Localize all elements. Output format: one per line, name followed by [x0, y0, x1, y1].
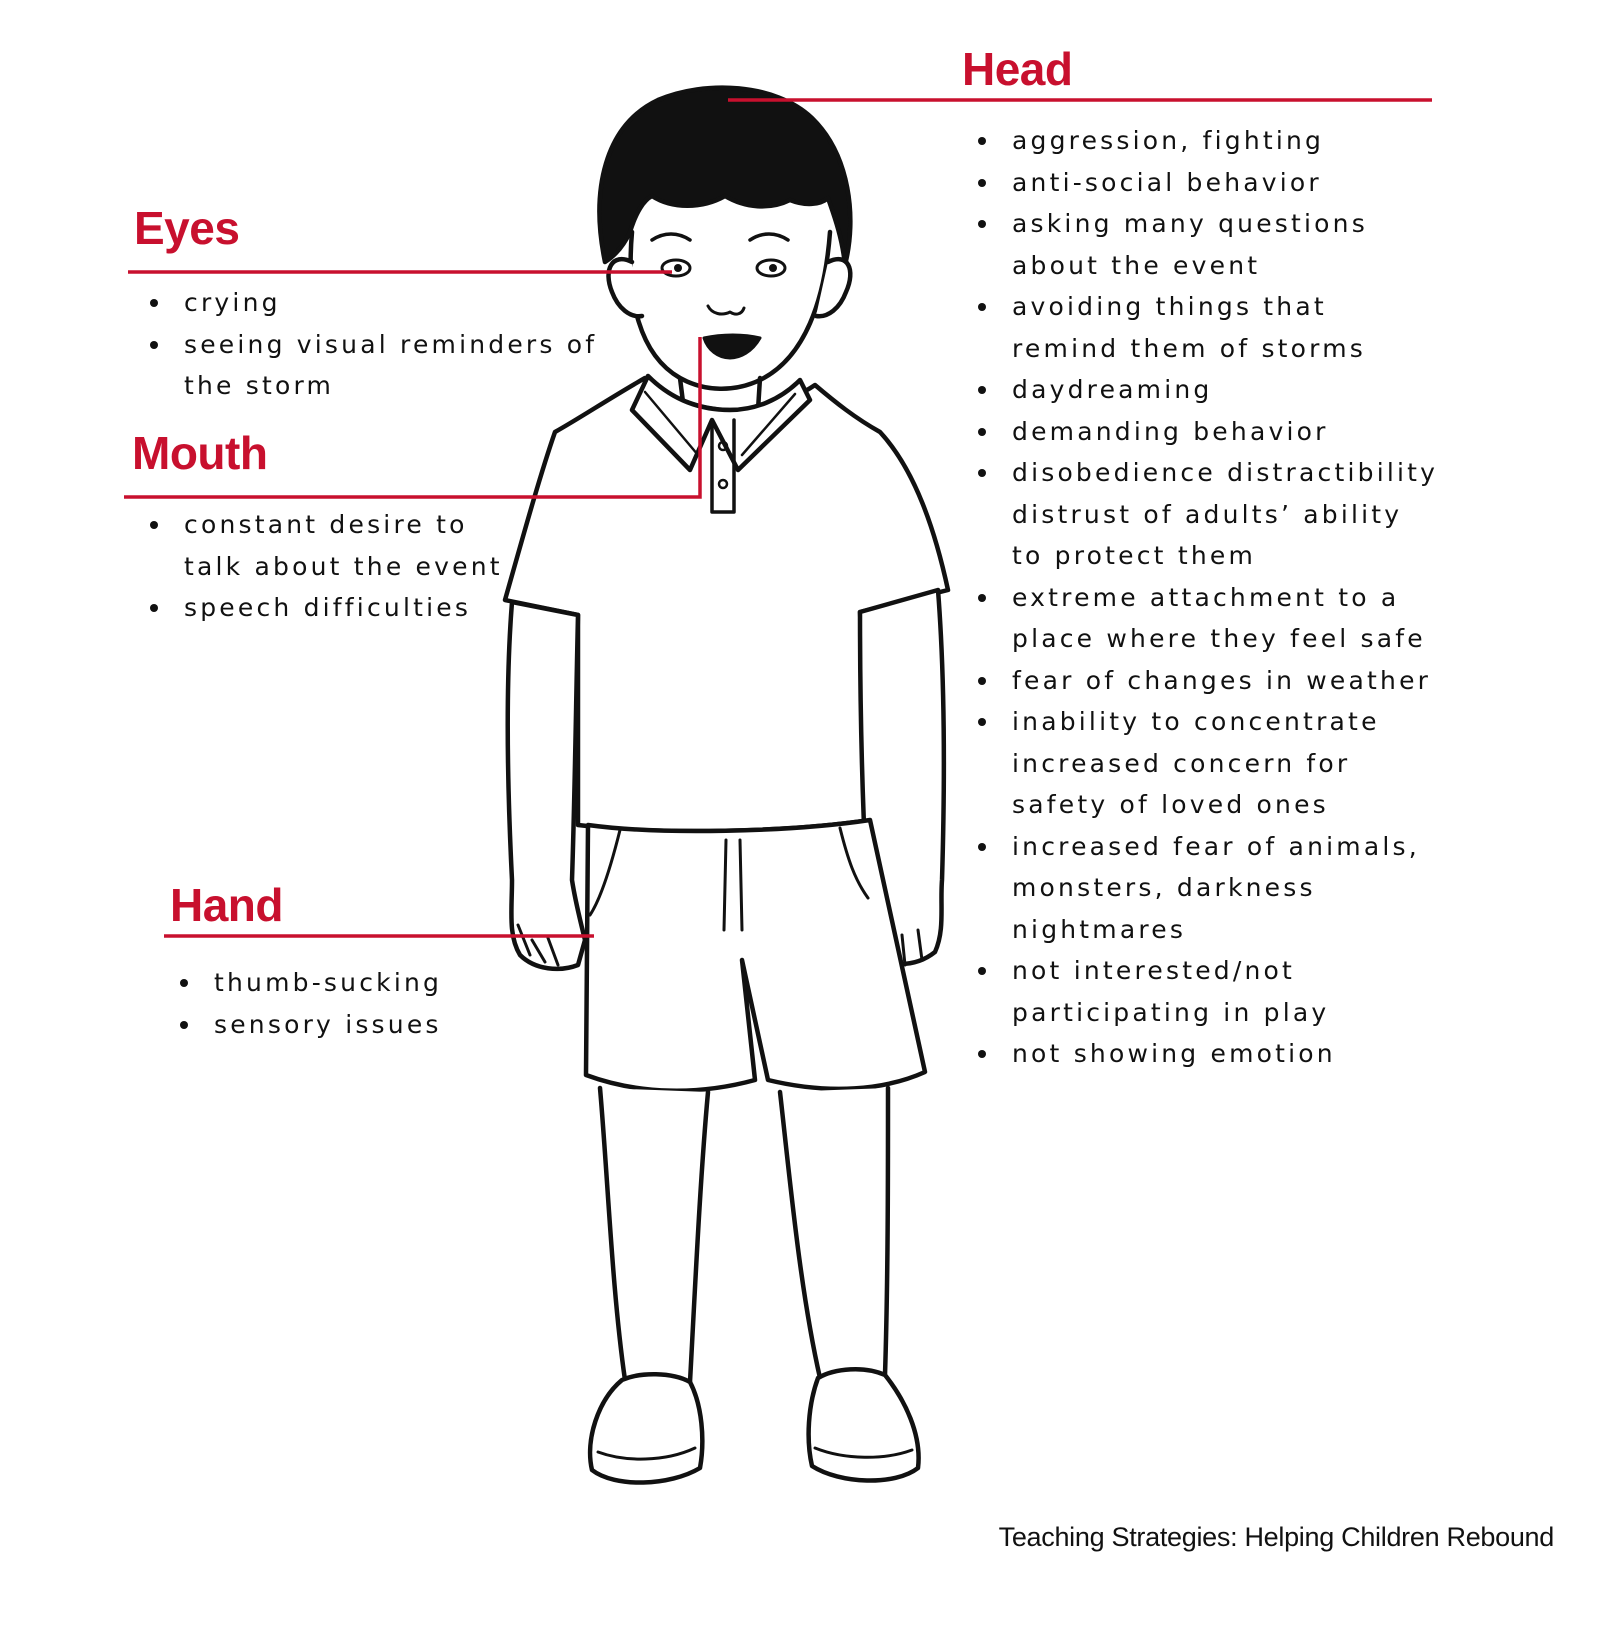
list-item: aggression, fighting: [978, 120, 1438, 162]
face-outline: [631, 232, 830, 389]
list-item-continuation: talk about the event: [184, 551, 503, 581]
list-item-continuation: monsters, darkness: [1012, 873, 1316, 902]
list-item-continuation: safety of loved ones: [1012, 790, 1329, 819]
list-item: fear of changes in weather: [978, 660, 1438, 702]
list-item-continuation: increased concern for: [1012, 748, 1351, 778]
eyes-symptom-list: [150, 282, 597, 407]
source-credit: Teaching Strategies: Helping Children Rebound: [998, 1522, 1554, 1552]
list-item: daydreaming: [978, 369, 1438, 411]
list-item: not showing emotion: [978, 1033, 1438, 1075]
right-pupil: [769, 264, 777, 272]
list-item: not interested/not: [978, 950, 1438, 992]
eyes-heading: Eyes: [134, 202, 240, 254]
head-heading: Head: [962, 43, 1073, 95]
list-item-continuation: nightmares: [1012, 914, 1187, 944]
list-item: extreme attachment to a: [978, 577, 1438, 619]
list-item: increased fear of animals,: [978, 826, 1438, 868]
mouth-symptom-list: [150, 504, 503, 629]
list-item: anti-social behavior: [978, 162, 1438, 204]
head-symptom-list: [978, 120, 1438, 1075]
list-item: sensory issues: [180, 1004, 442, 1046]
right-shoe: [809, 1369, 919, 1480]
list-item: constant desire to: [150, 504, 503, 546]
list-item: seeing visual reminders of: [150, 324, 597, 366]
shorts: [586, 820, 925, 1091]
list-item-continuation: participating in play: [1012, 997, 1330, 1027]
mouth-heading: Mouth: [132, 427, 268, 479]
list-item-continuation: the storm: [184, 371, 335, 400]
list-item: disobedience distractibility: [978, 452, 1438, 494]
list-item-continuation: about the event: [1012, 250, 1261, 280]
list-item-continuation: to protect them: [1012, 541, 1256, 570]
hand-symptom-list: [180, 962, 442, 1045]
hand-heading: Hand: [170, 879, 283, 931]
right-leg: [780, 1088, 888, 1378]
list-item: thumb-sucking: [180, 962, 442, 1004]
list-item: speech difficulties: [150, 587, 503, 629]
list-item: crying: [150, 282, 597, 324]
left-arm: [508, 602, 585, 969]
list-item: demanding behavior: [978, 411, 1438, 453]
left-leg: [600, 1088, 708, 1382]
list-item-continuation: distrust of adults’ ability: [1012, 499, 1403, 529]
list-item: avoiding things that: [978, 286, 1438, 328]
left-shoe: [590, 1374, 702, 1482]
left-pupil: [674, 264, 682, 272]
list-item: inability to concentrate: [978, 701, 1438, 743]
list-item: asking many questions: [978, 203, 1438, 245]
list-item-continuation: remind them of storms: [1012, 333, 1366, 363]
list-item-continuation: place where they feel safe: [1012, 624, 1426, 653]
